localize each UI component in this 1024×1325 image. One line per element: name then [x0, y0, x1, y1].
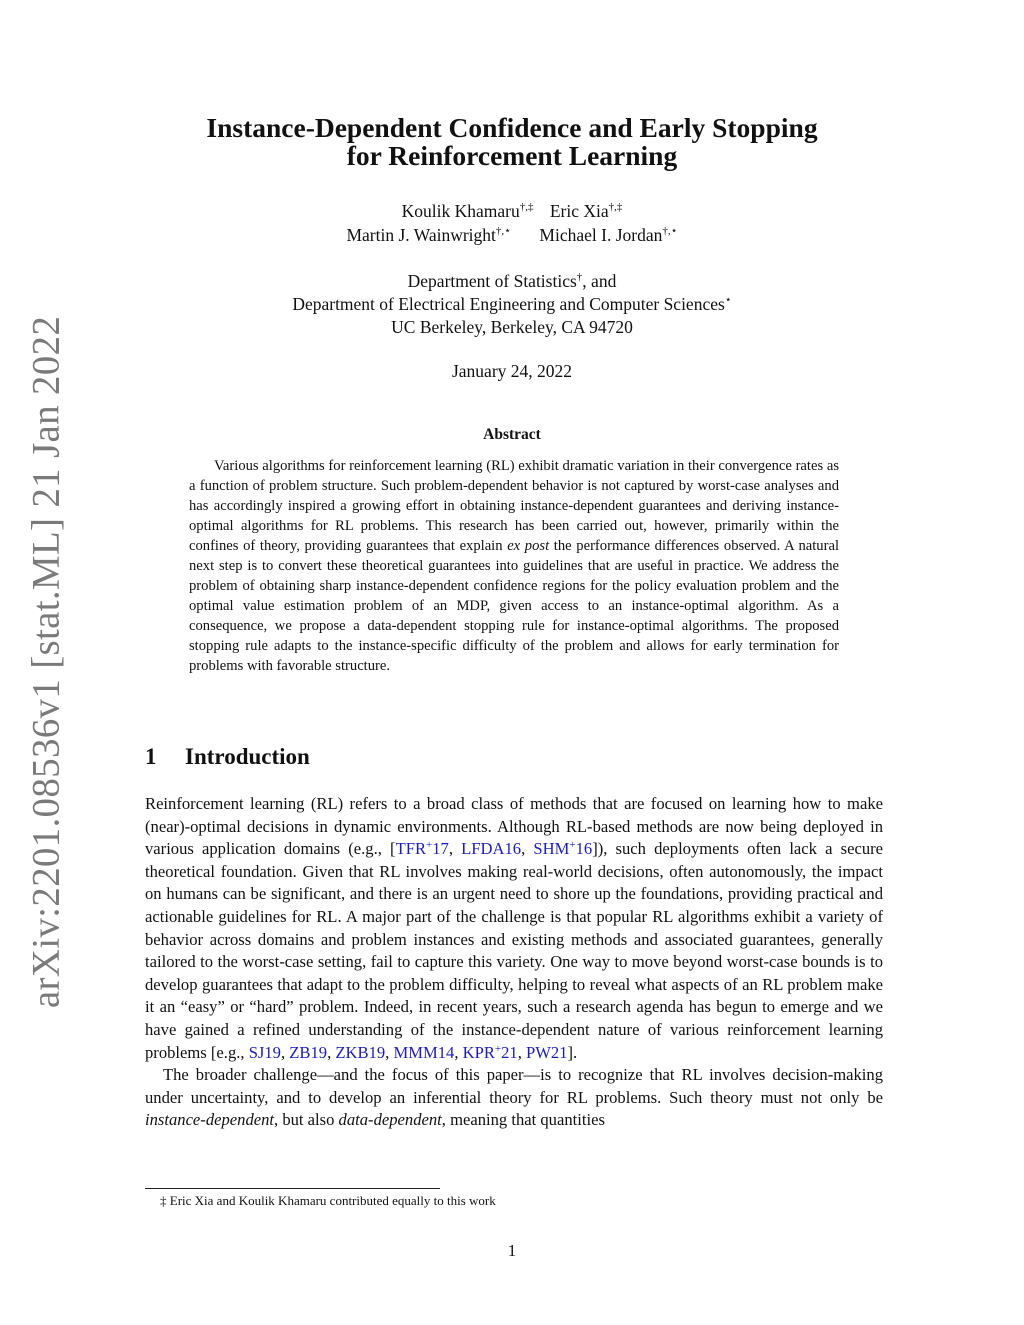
arxiv-identifier: arXiv:2201.08536v1 [stat.ML] 21 Jan 2022	[24, 315, 68, 1009]
author-row-2	[0, 223, 1024, 247]
author-khamaru: Koulik Khamaru†,‡	[401, 201, 534, 221]
citation-zb19[interactable]: ZB19	[289, 1042, 328, 1062]
author-wainwright: Martin J. Wainwright†,⋆	[346, 225, 512, 245]
author-list	[0, 199, 1024, 247]
citation-kpr21[interactable]: KPR+21	[462, 1042, 518, 1062]
author-xia: Eric Xia†,‡	[549, 201, 623, 221]
footnote-equal-contribution: ‡ Eric Xia and Koulik Khamaru contributed equally to this work	[160, 1193, 496, 1208]
paper-title	[0, 114, 1024, 170]
author-row-1	[0, 199, 1024, 223]
citation-lfda16[interactable]: LFDA16	[461, 839, 522, 859]
publication-date: January 24, 2022	[451, 361, 573, 381]
page-number: 1	[507, 1241, 517, 1260]
affiliation-location: UC Berkeley, Berkeley, CA 94720	[391, 317, 633, 337]
affiliations	[0, 270, 1024, 339]
citation-mmm14[interactable]: MMM14	[393, 1042, 455, 1062]
abstract-text: Various algorithms for reinforcement learning (RL) exhibit dramatic variation in their convergence rates as a function of problem structure. Such problem-dependent behavior is not captured by worst-case analyses and has accordingly inspired a growing effort in obtaining instance-dependent guarantees and deriving instance-optimal algorithms for RL problems. This research has been carried out, however, primarily within the confines of theory, providing guarantees that explain ex post the performance differences observed. A natural next step is to convert these theoretical guarantees into guidelines that are useful in practice. We address the problem of obtaining sharp instance-dependent confidence regions for the policy evaluation problem and the optimal value estimation problem of an MDP, given access to an instance-optimal algorithm. As a consequence, we propose a data-dependent stopping rule for instance-optimal algorithms. The proposed stopping rule adapts to the instance-specific difficulty of the problem and allows for early termination for problems with favorable structure.	[189, 458, 839, 674]
intro-paragraph-2: The broader challenge—and the focus of this paper—is to recognize that RL involves decision-making under uncertainty, and to develop an inferential theory for RL problems. Such theory must not only be instance-dependent, but also data-dependent, meaning that quantities	[145, 1065, 883, 1130]
section-title: Introduction	[185, 744, 310, 769]
citation-shm16[interactable]: SHM+16	[533, 839, 593, 859]
section-heading-introduction	[145, 744, 310, 770]
introduction-body	[145, 793, 883, 1132]
affiliation-statistics: Department of Statistics†, and	[407, 271, 617, 291]
citation-pw21[interactable]: PW21	[526, 1042, 568, 1062]
citation-sj19[interactable]: SJ19	[248, 1042, 281, 1062]
title-line-1: Instance-Dependent Confidence and Early Stopping	[206, 112, 818, 143]
citation-tfr17[interactable]: TFR+17	[395, 839, 449, 859]
title-line-2: for Reinforcement Learning	[346, 140, 678, 171]
footnote-rule	[145, 1188, 440, 1189]
section-number: 1	[145, 744, 157, 769]
affiliation-eecs: Department of Electrical Engineering and Computer Sciences⋆	[292, 294, 732, 314]
author-jordan: Michael I. Jordan†,⋆	[539, 225, 678, 245]
intro-paragraph-1: Reinforcement learning (RL) refers to a broad class of methods that are focused on learning how to make (near)-optimal decisions in dynamic environments. Although RL-based methods are now being deployed in various application domains (e.g., [TFR+17, LFDA16, SHM+16]), such deployments often lack a secure theoretical foundation. Given that RL involves making real-world decisions, often autonomously, the impact on humans can be significant, and there is an urgent need to shore up the foundations, providing practical and actionable guidelines for RL. A major part of the challenge is that popular RL algorithms exhibit a variety of behavior across domains and problem instances and existing methods and associated guarantees, generally tailored to the worst-case setting, fail to capture this variety. One way to move beyond worst-case bounds is to develop guarantees that adapt to the problem difficulty, helping to reveal what aspects of an RL problem make it an “easy” or “hard” problem. Indeed, in recent years, such a research agenda has begun to emerge and we have gained a refined understanding of the instance-dependent nature of various reinforcement learning problems [e.g., SJ19, ZB19, ZKB19, MMM14, KPR+21, PW21].	[145, 794, 884, 1062]
abstract-heading: Abstract	[483, 426, 541, 443]
citation-zkb19[interactable]: ZKB19	[335, 1042, 386, 1062]
